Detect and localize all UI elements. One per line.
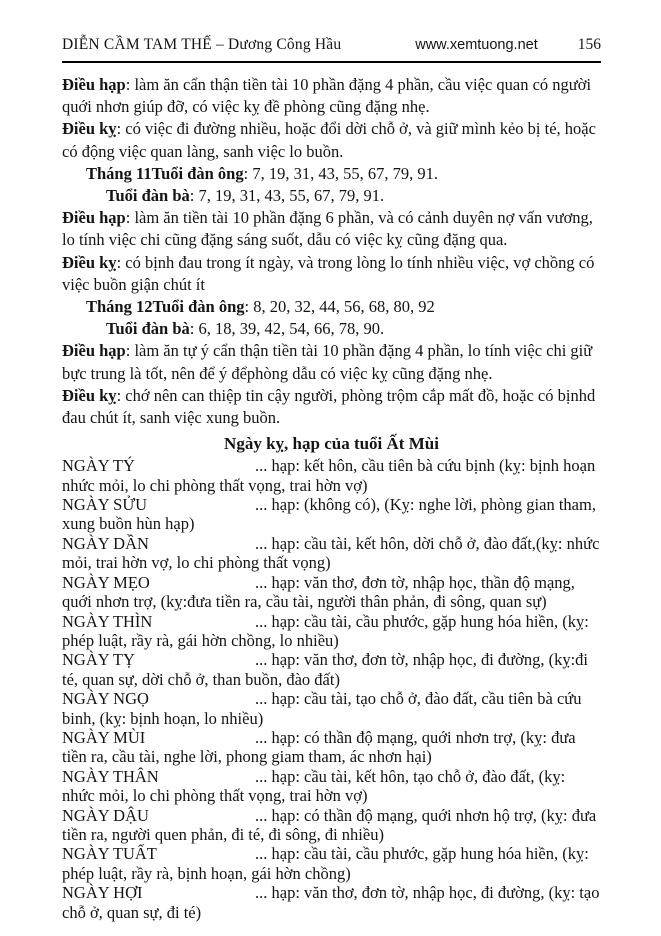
paragraph-text: : làm ăn tự ý cẩn thận tiền tài 10 phần đặng 4 phần, lo tính việc chi giữ bực trung là tốt, nên để ý đểphòng dẫu có việc kỵ cũng đặng nhẹ. <box>62 341 593 383</box>
day-name: NGÀY THÂN <box>62 766 159 786</box>
paragraph-text: : 7, 19, 31, 43, 55, 67, 79, 91. <box>243 163 438 183</box>
paragraph-text: : 6, 18, 39, 42, 54, 66, 78, 90. <box>189 319 385 339</box>
day-entry-suu <box>62 495 601 534</box>
paragraph-text: : có việc đi đường nhiều, hoặc đổi dời chỗ ở, và giữ mình kẻo bị té, hoặc có động việc quan làng, sanh việc lo buồn. <box>62 119 596 161</box>
day-name: NGÀY SỬU <box>62 495 148 515</box>
day-name: NGÀY TUẤT <box>62 844 157 864</box>
day-name: NGÀY DẬU <box>62 805 149 825</box>
day-text: ... hạp: văn thơ, đơn tờ, nhập học, thần độ mạng, quới nhơn trợ, (kỵ:đưa tiền ra, cầu tài, người thân phản, đi sông, quan sự) <box>62 572 575 612</box>
day-entry-hoi <box>62 883 601 922</box>
day-text: ... hạp: cầu tài, kết hôn, dời chỗ ở, đào đất,(kỵ: nhức mỏi, trai hờn vợ, lo chi phòng thất vọng) <box>62 533 600 573</box>
day-text: ... hạp: kết hôn, cầu tiên bà cứu bịnh (kỵ: bịnh hoạn nhức mỏi, lo chi phòng thất vọng, trai hờn vợ) <box>62 456 596 495</box>
paragraph-text: : chớ nên can thiệp tin cậy người, phòng trộm cắp mất đồ, hoặc có bịnhd đau chút ít, sanh việc xung buồn. <box>62 385 596 428</box>
day-entry-ty <box>62 456 601 495</box>
website-url: www.xemtuong.net <box>415 37 538 53</box>
day-text: ... hạp: (không có), (Kỵ: nghe lời, phòng gian tham, xung buồn hùn hạp) <box>62 495 596 534</box>
day-entry-dau <box>62 806 601 845</box>
day-text: ... hạp: cầu tài, tạo chỗ ở, đào đất, cầu tiên bà cứu binh, (kỵ: bịnh hoạn, lo nhiều) <box>62 689 582 728</box>
day-entry-ngo <box>62 689 601 728</box>
day-text: ... hạp: văn thơ, đơn tờ, nhập học, đi đường, (kỵ: tạo chỗ ở, quan sự, đi té) <box>62 883 600 922</box>
day-text: ... hạp: văn thơ, đơn tờ, nhập học, đi đường, (kỵ:đi té, quan sự, dời chỗ ở, than buồn, đào đất) <box>62 650 589 689</box>
day-name: NGÀY HỢI <box>62 883 143 903</box>
page-header <box>62 36 601 54</box>
day-text: ... hạp: cầu tài, kết hôn, tạo chỗ ở, đào đất, (kỵ: nhức mỏi, lo chi phòng thất vọng, trai hờn vợ) <box>62 766 566 806</box>
paragraph-text: : làm ăn tiền tài 10 phần đặng 6 phần, và có cảnh duyên nợ vấn vương, lo tính việc chi cũng đặng sáng suốt, dẫu có việc kỵ cũng đặng qua. <box>62 208 593 250</box>
paragraph-label: Tháng 12Tuổi đàn ông <box>86 297 245 317</box>
paragraph-text: : có bịnh đau trong ít ngày, và trong lòng lo tính nhiều việc, vợ chồng có việc buồn giận chút ít <box>62 252 595 294</box>
paragraph-thang-11 <box>62 163 601 185</box>
header-divider <box>62 61 601 63</box>
book-title: DIỄN CẦM TAM THẾ – Dương Công Hầu <box>62 36 342 53</box>
day-name: NGÀY NGỌ <box>62 689 149 709</box>
day-name: NGÀY TỴ <box>62 650 135 670</box>
day-entry-tuat <box>62 844 601 883</box>
day-entry-than <box>62 767 601 806</box>
header-right <box>415 36 601 54</box>
day-entry-mui <box>62 728 601 767</box>
paragraph-label: Tuổi đàn bà <box>106 186 190 206</box>
day-entry-dan <box>62 534 601 573</box>
paragraph-thang-12 <box>62 296 601 318</box>
paragraph-label: Điều hạp <box>62 75 126 94</box>
paragraph-label: Điều kỵ <box>62 252 117 272</box>
day-name: NGÀY MẸO <box>62 572 150 592</box>
day-name: NGÀY THÌN <box>62 611 153 631</box>
paragraph-dieu-hap-2 <box>62 207 601 251</box>
day-entry-thin <box>62 612 601 651</box>
paragraph-label: Điều kỵ <box>62 385 117 405</box>
section-heading: Ngày kỵ, hạp của tuổi Ất Mùi <box>224 434 439 454</box>
day-text: ... hạp: cầu tài, cầu phước, gặp hung hóa hiền, (kỵ: phép luật, rầy rà, bịnh hoạn, gái hờn chồng) <box>62 844 589 883</box>
paragraph-dieu-hap-3 <box>62 340 601 384</box>
paragraph-dieu-ky-3 <box>62 385 601 429</box>
paragraph-tuoi-dan-ba-12 <box>62 318 601 340</box>
day-text: ... hạp: cầu tài, cầu phước, gặp hung hóa hiền, (kỵ: phép luật, rầy rà, gái hờn chồng, lo nhiều) <box>62 611 589 650</box>
paragraph-dieu-ky-1 <box>62 118 601 162</box>
day-name: NGÀY TÝ <box>62 456 135 476</box>
paragraph-text: : 7, 19, 31, 43, 55, 67, 79, 91. <box>189 186 385 206</box>
day-name: NGÀY MÙI <box>62 727 146 747</box>
paragraph-label: Điều hạp <box>62 208 126 228</box>
paragraph-text: : làm ăn cẩn thận tiền tài 10 phần đặng 4 phần, cầu việc quan có người quới nhơn giúp đỡ, có việc kỵ đề phòng cũng đặng nhẹ. <box>62 75 592 117</box>
day-text: ... hạp: có thần độ mạng, quới nhơn trợ, (kỵ: đưa tiền ra, cầu tài, nghe lời, phong giam tham, ác nhơn hại) <box>62 727 576 767</box>
page-number: 156 <box>577 36 601 53</box>
paragraph-label: Điều kỵ <box>62 119 117 139</box>
paragraph-label: Điều hạp <box>62 341 126 361</box>
day-entry-meo <box>62 573 601 612</box>
day-entry-ty-snake <box>62 650 601 689</box>
paragraph-dieu-hap-1 <box>62 74 601 118</box>
paragraph-tuoi-dan-ba-11 <box>62 185 601 207</box>
paragraph-dieu-ky-2 <box>62 252 601 296</box>
day-name: NGÀY DẦN <box>62 533 149 553</box>
paragraph-label: Tháng 11Tuổi đàn ông <box>86 163 244 183</box>
body-text <box>62 74 601 922</box>
day-text: ... hạp: có thần độ mạng, quới nhơn hộ trợ, (kỵ: đưa tiền ra, người quen phản, đi té, đi sông, đi nhiều) <box>62 805 597 844</box>
paragraph-text: : 8, 20, 32, 44, 56, 68, 80, 92 <box>244 297 435 317</box>
paragraph-label: Tuổi đàn bà <box>106 319 190 339</box>
